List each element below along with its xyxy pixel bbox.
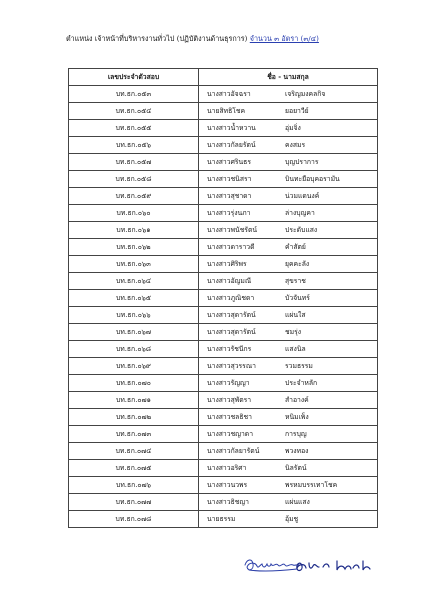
exam-id-cell: บท.ธก.๐๗๐ xyxy=(69,375,199,392)
table-row xyxy=(69,86,378,103)
exam-id-cell: บท.ธก.๐๗๗ xyxy=(69,494,199,511)
table-row xyxy=(69,222,378,239)
exam-id-cell: บท.ธก.๐๕๖ xyxy=(69,137,199,154)
full-name-cell xyxy=(199,358,378,375)
surname: คงสมร xyxy=(285,141,306,149)
surname: ยอยาวีย์ xyxy=(285,107,309,115)
table-row xyxy=(69,256,378,273)
exam-id-cell: บท.ธก.๐๕๙ xyxy=(69,188,199,205)
surname: บัวจันทร์ xyxy=(285,294,310,302)
table-row xyxy=(69,103,378,120)
given-name: นางสาวภูณิชดา xyxy=(207,294,255,302)
surname: ชมรุ่ง xyxy=(285,328,302,336)
table-row xyxy=(69,324,378,341)
table-row xyxy=(69,171,378,188)
exam-id-cell: บท.ธก.๐๗๑ xyxy=(69,392,199,409)
given-name: นางสาวดาราวดี xyxy=(207,243,255,251)
full-name-cell xyxy=(199,290,378,307)
table-row xyxy=(69,392,378,409)
surname: คำสัตย์ xyxy=(285,243,306,251)
surname: พวงทอง xyxy=(285,447,309,455)
position-count: จำนวน ๓ อัตรา (๓/๔) xyxy=(249,34,319,43)
surname: แผ่นแสง xyxy=(285,498,310,506)
surname: บุญปราการ xyxy=(285,158,319,166)
exam-id-cell: บท.ธก.๐๗๓ xyxy=(69,426,199,443)
surname: รวมธรรม xyxy=(285,362,313,370)
table-row xyxy=(69,154,378,171)
surname: น่วมแดนงค์ xyxy=(285,192,320,200)
given-name: นางสาวศิริพร xyxy=(207,260,247,268)
exam-id-cell: บท.ธก.๐๖๓ xyxy=(69,256,199,273)
table-row xyxy=(69,358,378,375)
table-row xyxy=(69,205,378,222)
exam-id-cell: บท.ธก.๐๗๕ xyxy=(69,460,199,477)
exam-id-cell: บท.ธก.๐๗๒ xyxy=(69,409,199,426)
table-row xyxy=(69,120,378,137)
given-name: นางสาวรัชนีกร xyxy=(207,345,252,353)
full-name-cell xyxy=(199,103,378,120)
given-name: นางสาวสุดารัตน์ xyxy=(207,328,256,336)
surname: แผ่นใส xyxy=(285,311,306,319)
exam-id-cell: บท.ธก.๐๖๑ xyxy=(69,222,199,239)
given-name: นายธรรม xyxy=(207,515,236,523)
table-header-row xyxy=(69,69,378,86)
surname: ประจำหลัก xyxy=(285,379,318,387)
given-name: นางสาวสุวรรณา xyxy=(207,362,256,370)
table-row xyxy=(69,494,378,511)
full-name-cell xyxy=(199,409,378,426)
table-row xyxy=(69,307,378,324)
surname: ล่างบุญคา xyxy=(285,209,315,217)
full-name-cell xyxy=(199,494,378,511)
surname: เจริญมงคลกิจ xyxy=(285,90,326,98)
full-name-cell xyxy=(199,222,378,239)
exam-id-cell: บท.ธก.๐๗๖ xyxy=(69,477,199,494)
table-row xyxy=(69,460,378,477)
exam-id-cell: บท.ธก.๐๕๕ xyxy=(69,120,199,137)
full-name-cell xyxy=(199,86,378,103)
full-name-cell xyxy=(199,256,378,273)
given-name: นางสาวรัญญา xyxy=(207,379,250,387)
exam-id-cell: บท.ธก.๐๖๐ xyxy=(69,205,199,222)
given-name: นางสาวอัญมณี xyxy=(207,277,252,285)
surname: สุขราช xyxy=(285,277,306,285)
full-name-cell xyxy=(199,443,378,460)
surname: การบุญ xyxy=(285,430,307,438)
table-body xyxy=(69,86,378,528)
document-heading xyxy=(66,34,396,44)
full-name-cell xyxy=(199,239,378,256)
header-full-name: ชื่อ - นามสกุล xyxy=(199,69,378,86)
given-name: นางสาวอัจฉรา xyxy=(207,90,251,98)
full-name-cell xyxy=(199,375,378,392)
full-name-cell xyxy=(199,392,378,409)
table-row xyxy=(69,273,378,290)
table-row xyxy=(69,443,378,460)
given-name: นางสาวสุดารัตน์ xyxy=(207,311,256,319)
surname: แสงนิล xyxy=(285,345,306,353)
exam-id-cell: บท.ธก.๐๖๖ xyxy=(69,307,199,324)
table-row xyxy=(69,409,378,426)
exam-id-cell: บท.ธก.๐๕๓ xyxy=(69,86,199,103)
surname: บินทะยือบุคอรามัน xyxy=(285,175,340,183)
full-name-cell xyxy=(199,307,378,324)
exam-id-cell: บท.ธก.๐๕๗ xyxy=(69,154,199,171)
given-name: นายสิทธิโชค xyxy=(207,107,246,115)
table-row xyxy=(69,511,378,528)
given-name: นางสาวศรินธร xyxy=(207,158,251,166)
surname: อุ่มจิ่ง xyxy=(285,124,301,132)
full-name-cell xyxy=(199,205,378,222)
given-name: นางสาวรุ่งนภา xyxy=(207,209,251,217)
full-name-cell xyxy=(199,154,378,171)
header-exam-id: เลขประจำตัวสอบ xyxy=(69,69,199,86)
full-name-cell xyxy=(199,188,378,205)
exam-id-cell: บท.ธก.๐๕๘ xyxy=(69,171,199,188)
table-row xyxy=(69,188,378,205)
exam-id-cell: บท.ธก.๐๖๙ xyxy=(69,358,199,375)
given-name: นางสาวกัลยรัตน์ xyxy=(207,141,256,149)
given-name: นางสาวนวพร xyxy=(207,481,248,489)
surname: นิลรัตน์ xyxy=(285,464,307,472)
table-row xyxy=(69,239,378,256)
surname: ประดับแสง xyxy=(285,226,318,234)
full-name-cell xyxy=(199,341,378,358)
signature-right-mark xyxy=(293,555,373,577)
exam-id-cell: บท.ธก.๐๗๘ xyxy=(69,511,199,528)
full-name-cell xyxy=(199,511,378,528)
surname: พรหมบรรเทาโชค xyxy=(285,481,338,489)
full-name-cell xyxy=(199,171,378,188)
given-name: นางสาวสุชาดา xyxy=(207,192,252,200)
given-name: นางสาวกัลยารัตน์ xyxy=(207,447,260,455)
exam-id-cell: บท.ธก.๐๕๔ xyxy=(69,103,199,120)
exam-id-cell: บท.ธก.๐๖๕ xyxy=(69,290,199,307)
given-name: นางสาวสุพัตรา xyxy=(207,396,252,404)
given-name: นางสาวธิชญา xyxy=(207,498,249,506)
surname: หนิมเพ็ง xyxy=(285,413,309,421)
candidate-table xyxy=(68,68,378,528)
full-name-cell xyxy=(199,477,378,494)
full-name-cell xyxy=(199,120,378,137)
full-name-cell xyxy=(199,273,378,290)
full-name-cell xyxy=(199,460,378,477)
given-name: นางสาวชลธิชา xyxy=(207,413,252,421)
surname: สำอางค์ xyxy=(285,396,309,404)
signature-right xyxy=(293,555,373,581)
table-row xyxy=(69,477,378,494)
table-row xyxy=(69,375,378,392)
exam-id-cell: บท.ธก.๐๖๔ xyxy=(69,273,199,290)
exam-id-cell: บท.ธก.๐๖๒ xyxy=(69,239,199,256)
position-title: ตำแหน่ง เจ้าหน้าที่บริหารงานทั่วไป (ปฏิบัติงานด้านธุรการ) xyxy=(66,34,248,43)
full-name-cell xyxy=(199,426,378,443)
full-name-cell xyxy=(199,324,378,341)
table-row xyxy=(69,290,378,307)
given-name: นางสาวชญาดา xyxy=(207,430,254,438)
surname: ยุคคะลัง xyxy=(285,260,310,268)
table-row xyxy=(69,426,378,443)
table-row xyxy=(69,137,378,154)
exam-id-cell: บท.ธก.๐๗๔ xyxy=(69,443,199,460)
given-name: นางสาวน้ำหวาน xyxy=(207,124,256,132)
exam-id-cell: บท.ธก.๐๖๘ xyxy=(69,341,199,358)
exam-id-cell: บท.ธก.๐๖๗ xyxy=(69,324,199,341)
full-name-cell xyxy=(199,137,378,154)
given-name: นางสาวชนิสรา xyxy=(207,175,252,183)
surname: อุ้มชู xyxy=(285,515,299,523)
given-name: นางสาวอริศา xyxy=(207,464,247,472)
table-row xyxy=(69,341,378,358)
given-name: นางสาวพนัชรัตน์ xyxy=(207,226,258,234)
